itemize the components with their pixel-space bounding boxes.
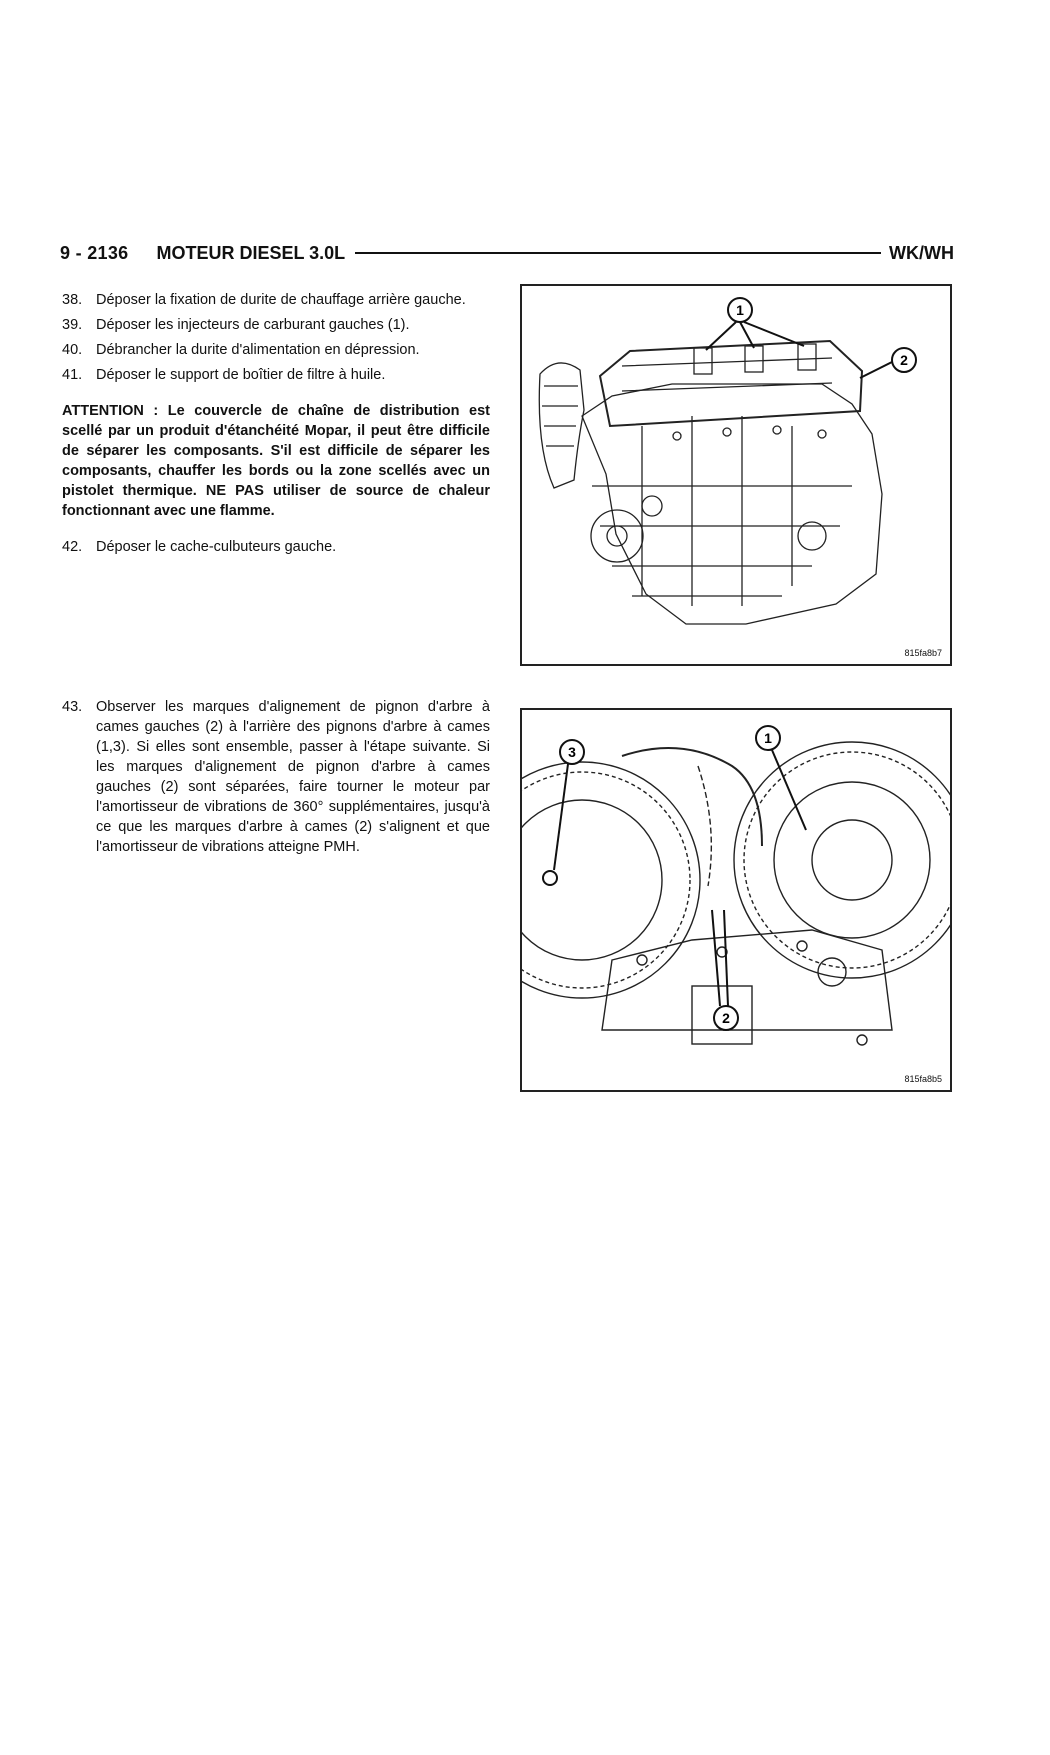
section-title: MOTEUR DIESEL 3.0L — [156, 242, 346, 263]
steps-column-bottom — [62, 697, 490, 862]
step-39 — [62, 315, 490, 335]
callout-3: 3 — [568, 744, 576, 760]
page-header — [60, 238, 954, 268]
step-number: 39. — [62, 317, 83, 333]
engine-illustration — [522, 286, 950, 664]
step-number: 38. — [62, 292, 83, 308]
callout-2: 2 — [722, 1010, 730, 1026]
callout-1: 1 — [764, 730, 772, 746]
step-text: Déposer le support de boîtier de filtre à huile. — [96, 367, 386, 383]
step-41 — [62, 365, 490, 385]
steps-column-top — [62, 290, 490, 562]
step-43 — [62, 697, 490, 857]
figure-engine-injectors — [520, 284, 952, 666]
figure-code: 815fa8b5 — [904, 1074, 942, 1084]
step-text: Déposer les injecteurs de carburant gauches (1). — [96, 317, 410, 333]
step-number: 43. — [62, 699, 83, 715]
callout-1: 1 — [736, 302, 744, 318]
attention-note: ATTENTION : Le couvercle de chaîne de distribution est scellé par un produit d'étanchéité Mopar, il peut être difficile de séparer les composants. S'il est difficile de séparer les composants, chauffer les bords ou la zone scellés avec un pistolet thermique. NE PAS utiliser de source de chaleur fonctionnant avec une flamme. — [62, 403, 490, 519]
step-text: Déposer la fixation de durite de chauffage arrière gauche. — [96, 292, 466, 308]
step-number: 40. — [62, 342, 83, 358]
step-38 — [62, 290, 490, 310]
figure-code: 815fa8b7 — [904, 648, 942, 658]
step-40 — [62, 340, 490, 360]
step-number: 41. — [62, 367, 83, 383]
step-text: Déposer le cache-culbuteurs gauche. — [96, 539, 337, 555]
step-text: Débrancher la durite d'alimentation en dépression. — [96, 342, 420, 358]
page-number: 9 - 2136 — [60, 242, 129, 263]
step-number: 42. — [62, 539, 83, 555]
header-rule — [355, 252, 881, 254]
model-code: WK/WH — [889, 242, 954, 263]
sprocket-illustration — [522, 710, 950, 1090]
step-42 — [62, 537, 490, 557]
figure-cam-sprockets — [520, 708, 952, 1092]
step-text: Observer les marques d'alignement de pignon d'arbre à cames gauches (2) à l'arrière des pignons d'arbre à cames (1,3). Si elles sont ensemble, passer à l'étape suivante. Si les marques d'alignement de pignon d'arbre à cames gauches (2) sont séparées, faire tourner le moteur par l'amortisseur de vibrations de 360° supplémentaires, jusqu'à ce que les marques d'arbre à cames (2) s'alignent et que l'amortisseur de vibrations atteigne PMH. — [96, 699, 490, 855]
callout-2: 2 — [900, 352, 908, 368]
